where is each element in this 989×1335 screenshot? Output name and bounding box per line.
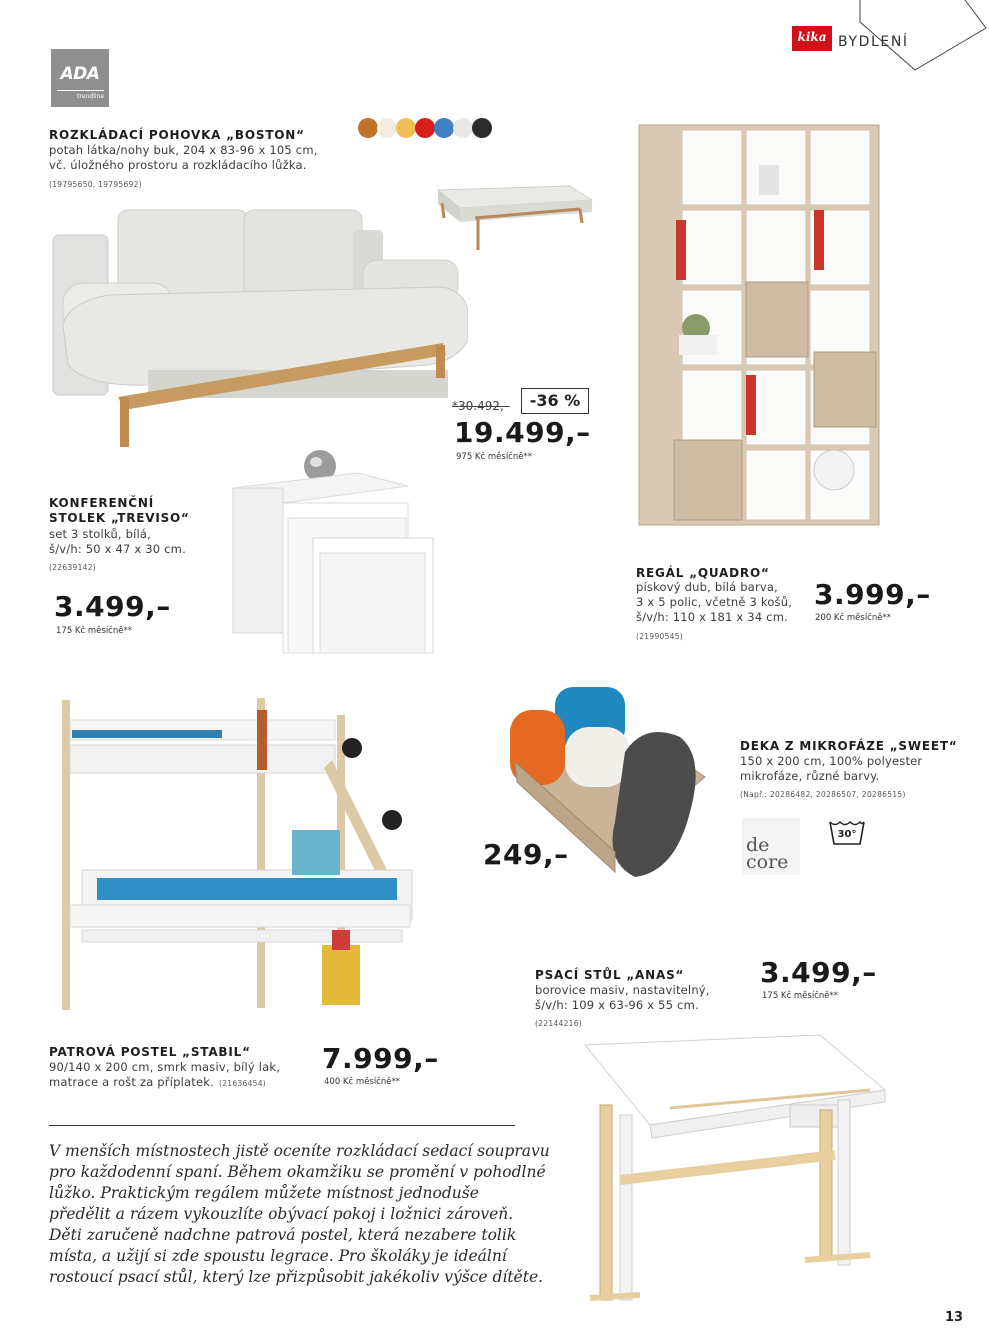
color-swatch (358, 118, 378, 138)
blanket-desc (740, 754, 922, 784)
paragraph-line: předělit a rázem vykouzlíte obývací pokoj i ložnici zároveň. (49, 1205, 514, 1223)
color-swatch (434, 118, 454, 138)
blanket-price: 249,– (483, 838, 569, 871)
shelf-title: REGÁL „QUADRO“ (636, 566, 770, 580)
table-desc (49, 527, 186, 557)
color-swatch (377, 118, 397, 138)
bunk-title: PATROVÁ POSTEL „STABIL“ (49, 1045, 251, 1059)
table-price: 3.499,– (54, 590, 171, 623)
wash-30-icon (828, 818, 866, 848)
desk-desc-line: borovice masiv, nastavitelný, (535, 983, 710, 997)
sofa-desc (49, 143, 318, 173)
bunk-price: 7.999,– (322, 1042, 439, 1075)
shelf-monthly: 200 Kč měsíčně** (815, 613, 891, 623)
color-swatch (472, 118, 492, 138)
blanket-code: (Např.: 20286482, 20286507, 20286515) (740, 790, 906, 799)
table-title (49, 496, 190, 526)
section-divider (49, 1125, 515, 1126)
paragraph-line: Děti zaručeně nadchne patrová postel, která nezabere tolik (49, 1226, 517, 1244)
sofa-title: ROZKLÁDACÍ POHOVKA „BOSTON“ (49, 128, 305, 142)
shelf-code: (21990545) (636, 632, 684, 641)
header (780, 0, 989, 80)
blanket-title: DEKA Z MIKROFÁZE „SWEET“ (740, 739, 958, 753)
sofa-image (48, 205, 468, 450)
table-title-line: KONFERENČNÍ (49, 496, 154, 510)
page-number: 13 (945, 1310, 964, 1325)
ada-logo-subtext: trendline (77, 93, 104, 100)
sofa-monthly: 975 Kč měsíčně** (456, 452, 532, 462)
ada-logo-text: ADA (60, 64, 100, 84)
kika-logo[interactable] (792, 26, 832, 51)
desk-monthly: 175 Kč měsíčně** (762, 991, 838, 1001)
color-swatch (396, 118, 416, 138)
sofa-old-price: *30.492,– (452, 399, 510, 413)
coffee-table-image (228, 448, 438, 658)
paragraph-line: místa, a užijí si zde spoustu legrace. Pro školáky je ideální (49, 1247, 507, 1265)
blanket-desc-line: 150 x 200 cm, 100% polyester (740, 754, 923, 768)
table-code: (22639142) (49, 563, 97, 572)
table-monthly: 175 Kč měsíčně** (56, 626, 132, 636)
shelf-desc-line: 3 x 5 polic, včetně 3 košů, (636, 595, 793, 609)
paragraph-line: pro každodenní spaní. Během okamžiku se promění v pohodlné (49, 1163, 546, 1181)
sofa-price: 19.499,– (454, 416, 591, 449)
color-swatch (415, 118, 435, 138)
sofa-code: (19795650, 19795692) (49, 180, 142, 189)
desk-title: PSACÍ STŮL „ANAS“ (535, 968, 685, 982)
decore-logo-top: de (746, 834, 770, 856)
paragraph-line: rostoucí psací stůl, který lze přizpůsobit jakékoliv výšce dítěte. (49, 1268, 544, 1286)
intro-paragraph (49, 1141, 569, 1288)
desk-image (580, 1030, 890, 1305)
bunk-desc-line: 90/140 x 200 cm, smrk masiv, bílý lak, (49, 1060, 281, 1074)
color-swatch (453, 118, 473, 138)
wash-temp-label: 30° (837, 829, 857, 840)
bunk-monthly: 400 Kč měsíčně** (324, 1077, 400, 1087)
desk-desc (535, 983, 710, 1013)
desk-price: 3.499,– (760, 956, 877, 989)
shelf-image (634, 120, 884, 530)
kika-logo-text: kika (797, 30, 827, 44)
blanket-desc-line: mikrofáze, různé barvy. (740, 769, 880, 783)
table-desc-line: š/v/h: 50 x 47 x 30 cm. (49, 542, 186, 556)
section-title: BYDLENÍ (838, 34, 909, 50)
bunk-desc-line: matrace a rošt za příplatek. (49, 1075, 214, 1089)
table-desc-line: set 3 stolků, bílá, (49, 527, 152, 541)
shelf-desc-line: š/v/h: 110 x 181 x 34 cm. (636, 610, 788, 624)
ada-trendline-logo (51, 49, 109, 107)
decore-logo-bottom: core (746, 851, 789, 873)
sofa-desc-line: vč. úložného prostoru a rozkládacího lůžka. (49, 158, 307, 172)
table-title-line: STOLEK „TREVISO“ (49, 511, 190, 525)
sofa-discount-badge: -36 % (521, 388, 589, 414)
paragraph-line: V menších místnostech jistě oceníte rozkládací sedací soupravu (49, 1142, 550, 1160)
color-swatches (357, 117, 497, 139)
color-swatch-set (357, 117, 497, 139)
shelf-desc (636, 580, 792, 625)
bunk-bed-image (52, 690, 422, 1030)
bunk-code: (21636454) (219, 1079, 267, 1088)
paragraph-line: lůžko. Praktickým regálem můžete místnost jednoduše (49, 1184, 479, 1202)
desk-code: (22144216) (535, 1019, 583, 1028)
shelf-desc-line: pískový dub, bílá barva, (636, 580, 779, 594)
shelf-price: 3.999,– (814, 578, 931, 611)
desk-desc-line: š/v/h: 109 x 63-96 x 55 cm. (535, 998, 699, 1012)
decore-logo (742, 818, 800, 875)
sofa-desc-line: potah látka/nohy buk, 204 x 83-96 x 105 cm, (49, 143, 318, 157)
